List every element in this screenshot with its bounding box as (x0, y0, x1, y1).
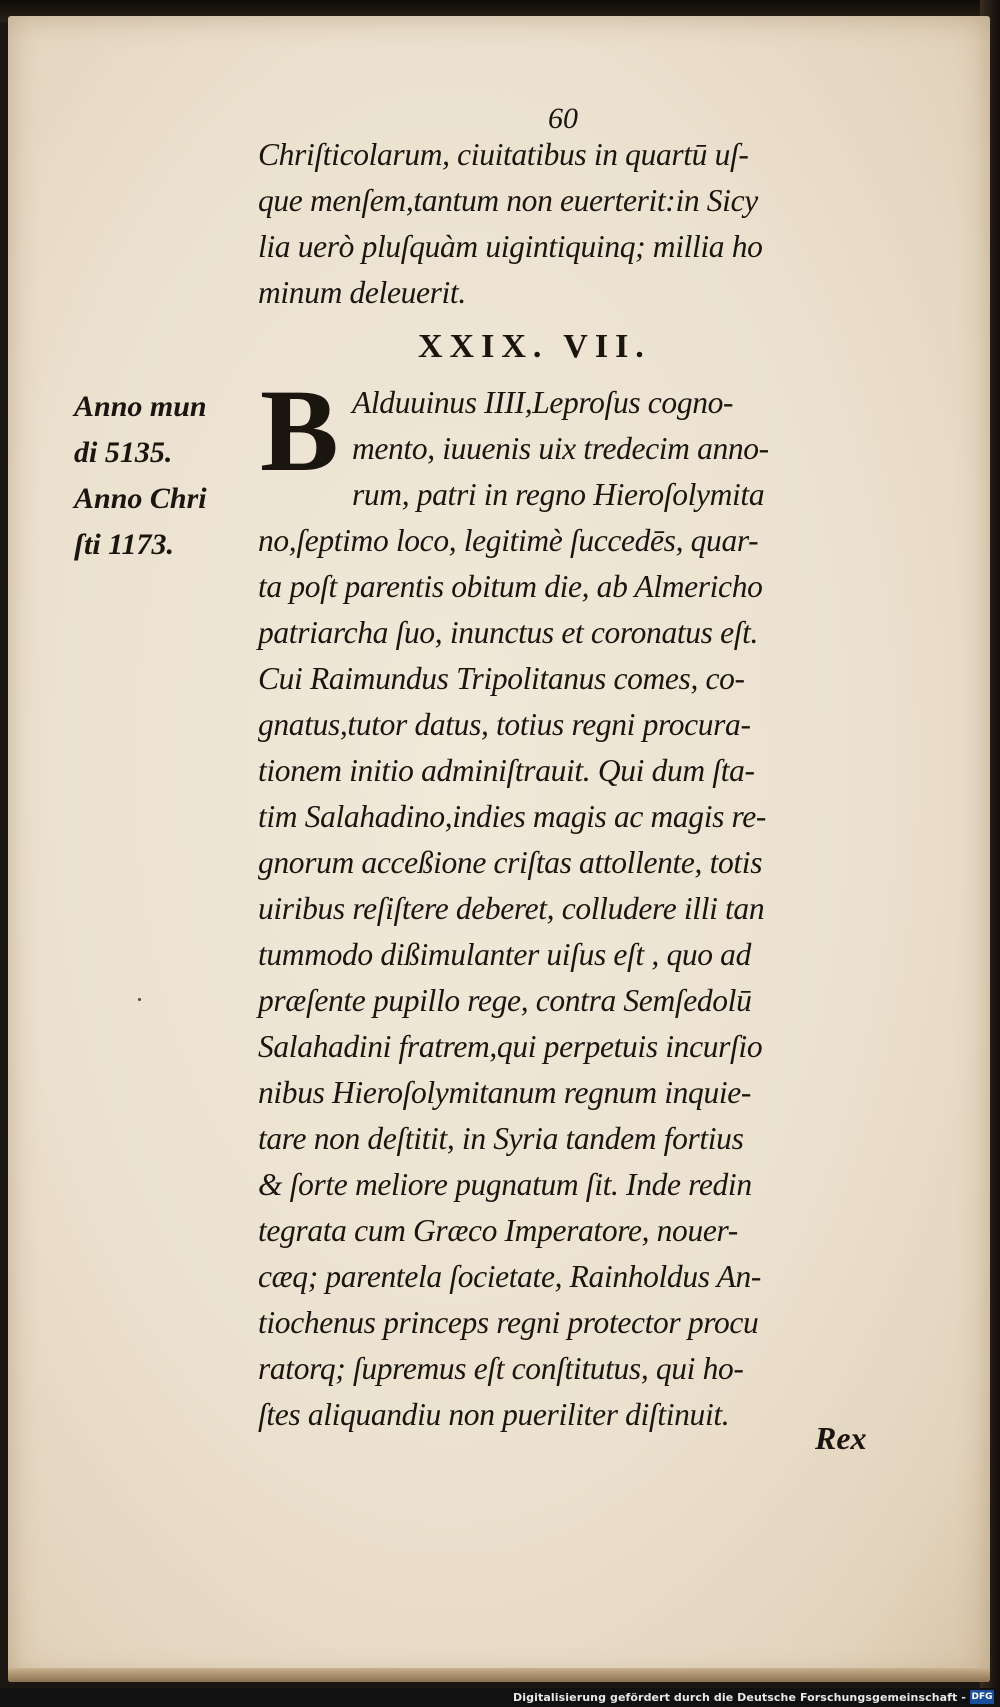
text-line: tegrata cum Græco Imperatore, nouer- (258, 1213, 738, 1248)
text-line: ratorq; ſupremus eſt conſtitutus, qui ho- (258, 1351, 744, 1386)
text-line: præſente pupillo rege, contra Semſedolū (258, 983, 752, 1018)
text-line: gnatus,tutor datus, totius regni procura- (258, 707, 751, 742)
text-line: tiochenus princeps regni protector procu (258, 1305, 759, 1340)
drop-cap-initial: B (260, 365, 339, 496)
text-line: minum deleuerit. (258, 275, 466, 310)
digitization-credit: Digitalisierung gefördert durch die Deutsche Forschungsgemeinschaft - (513, 1691, 966, 1704)
text-line: ſtes aliquandiu non pueriliter diſtinuit. (258, 1397, 730, 1432)
text-line: & ſorte meliore pugnatum ſit. Inde redin (258, 1167, 752, 1202)
text-line: gnorum acceßione criſtas attollente, totis (258, 845, 763, 880)
text-line: tare non deſtitit, in Syria tandem fortius (258, 1121, 744, 1156)
text-line: nibus Hieroſolymitanum regnum inquie- (258, 1075, 752, 1110)
text-line: mento, iuuenis uix tredecim anno- (352, 431, 769, 466)
marginal-note-line: Anno Chri (74, 482, 207, 515)
catchword: Rex (815, 1420, 867, 1456)
section-heading: XXIX. VII. (418, 328, 651, 365)
text-line: Salahadini fratrem,qui perpetuis incurſio (258, 1029, 763, 1064)
text-line: ta poſt parentis obitum die, ab Almericho (258, 569, 763, 604)
page-edge (8, 1668, 990, 1682)
text-line: tionem initio adminiſtrauit. Qui dum ſta- (258, 753, 755, 788)
text-line: Chriſticolarum, ciuitatibus in quartū uſ- (258, 137, 749, 172)
text-line: uiribus reſiſtere deberet, colludere illi tan (258, 891, 765, 926)
text-line: que menſem,tantum non euerterit:in Sicy (258, 183, 758, 218)
marginal-note-line: Anno mun (74, 390, 207, 423)
ink-speck (138, 998, 141, 1001)
marginal-note-line: ſti 1173. (74, 528, 175, 561)
text-line: tim Salahadino,indies magis ac magis re- (258, 799, 767, 834)
text-line: patriarcha ſuo, inunctus et coronatus eſt. (258, 615, 759, 650)
marginal-note-line: di 5135. (74, 436, 173, 469)
text-line: Alduuinus IIII,Leproſus cogno- (352, 385, 734, 420)
text-line: cæq; parentela ſocietate, Rainholdus An- (258, 1259, 762, 1294)
text-line: lia uerò pluſquàm uigintiquinq; millia ho (258, 229, 763, 264)
page-number: 60 (548, 102, 578, 135)
text-line: Cui Raimundus Tripolitanus comes, co- (258, 661, 745, 696)
dfg-logo: DFG (971, 1692, 993, 1702)
text-line: rum, patri in regno Hieroſolymita (352, 477, 765, 512)
text-line: no,ſeptimo loco, legitimè ſuccedēs, quar- (258, 523, 759, 558)
text-line: tummodo dißimulanter uiſus eſt , quo ad (258, 937, 751, 972)
